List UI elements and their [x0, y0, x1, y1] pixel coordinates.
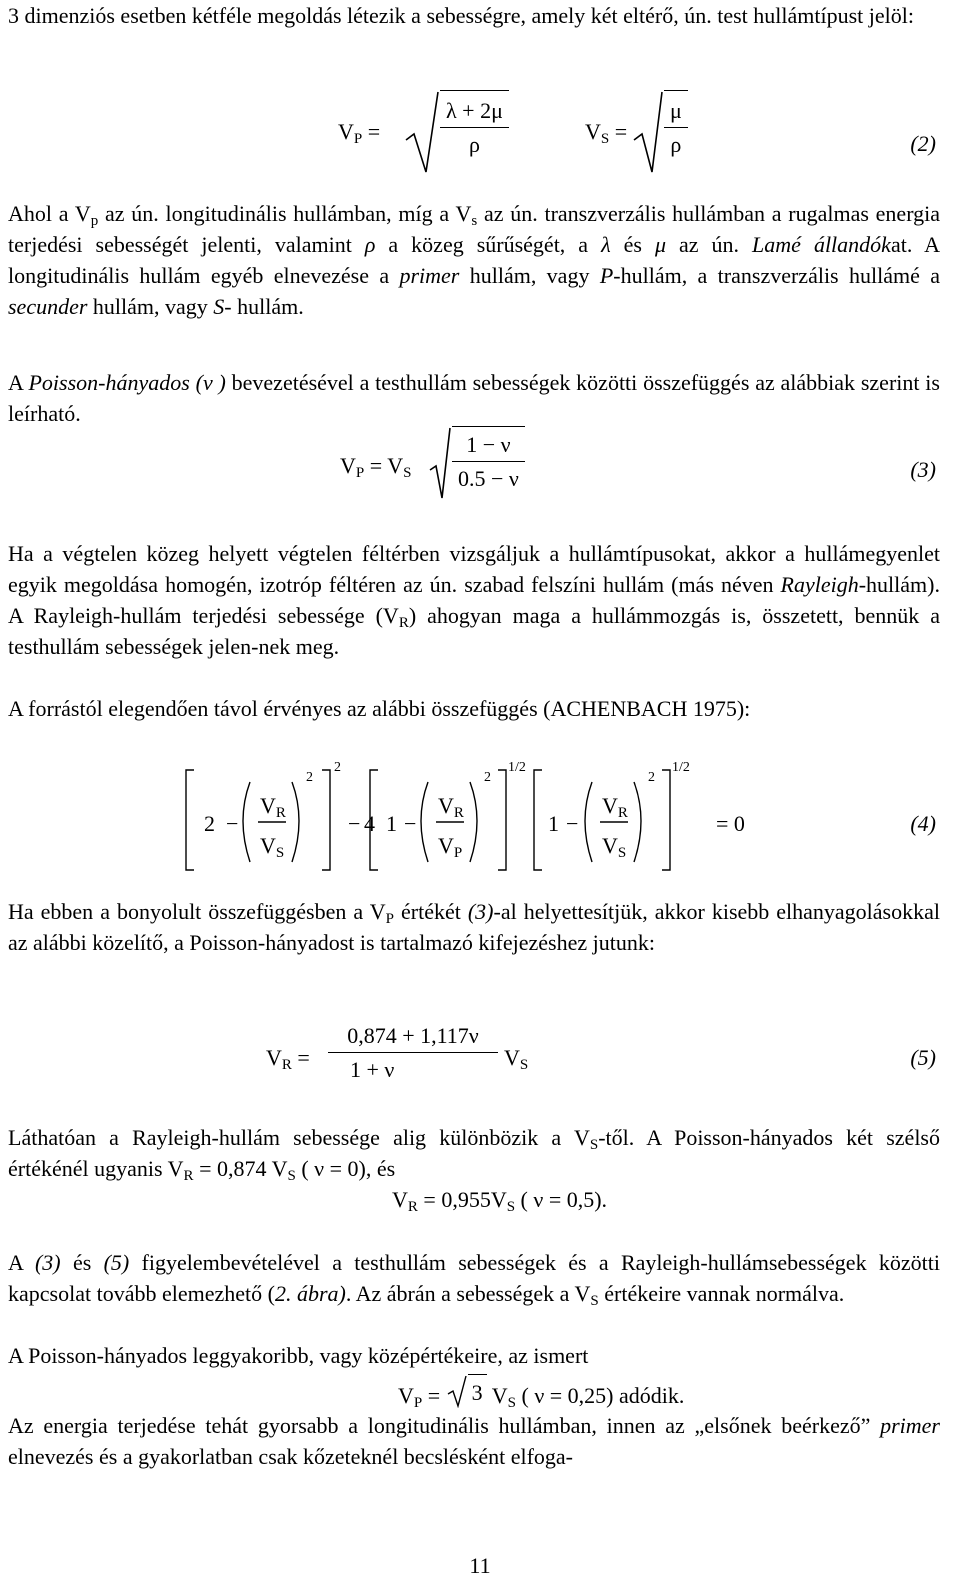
eq4-vr-1: $V_R$	[260, 793, 286, 821]
eq2-num-2: μ	[670, 98, 682, 123]
wave-types-paragraph: Ahol a $V_p$ az ún. longitudinális hullámban, míg a $V_s$ az ún. transzverzális hullámban a rugalmas energia terjedési sebességét jelenti, valamint ρ a közeg sűrűségét, a λ és μ az ún. Lamé állandókat. A longitudinális hullám egyéb elnevezése a primer hullám, vagy P-hullám, a transzverzális hullámé a secunder hullám, vagy S- hullám.	[8, 201, 940, 319]
rayleigh-paragraph: Ha a végtelen közeg helyett végtelen féltérben vizsgáljuk a hullámtípusokat, akkor a hullámegyenlet egyik megoldása homogén, izotróp féltéren az ún. szabad felszíni hullám (más néven Rayleigh-hullám). A Rayleigh-hullám terjedési sebessége $(V_R)$ ahogyan maga a hullámmozgás is, összetett, bennük a testhullám sebességek jelen-nek meg.	[8, 541, 940, 659]
eq4-number: (4)	[910, 811, 936, 836]
eq2-number: (2)	[910, 131, 936, 156]
substitution-paragraph: Ha ebben a bonyolult összefüggésben a $V_P$ értékét (3)-al helyettesítjük, akkor kisebb elhanyagolásokkal az alábbi közelítő, a Poisson-hányadost is tartalmazó kifejezéshez jutunk:	[8, 899, 940, 955]
eq3-equals: =	[369, 453, 383, 478]
mean-values-paragraph: A Poisson-hányados leggyakoribb, vagy középértékeire, az ismert	[8, 1343, 589, 1368]
eq5-fraction	[328, 1020, 498, 1085]
eq4-equals-zero: = 0	[716, 811, 745, 836]
sqrt3-value: 3	[468, 1374, 487, 1408]
eq4-minus-4: −	[566, 811, 579, 836]
eq4-exp-2: 2	[334, 760, 341, 775]
sqrt3-vs: $V_S$	[486, 1383, 516, 1411]
eq5-equals: =	[297, 1045, 310, 1070]
eq4-minus-1: −	[226, 811, 239, 836]
eq4-exp-3: 2	[484, 770, 491, 785]
eq2-den-2: ρ	[670, 132, 682, 157]
eq4-brackets	[182, 752, 882, 872]
sqrt3-equals: =	[422, 1383, 446, 1408]
eq4-two: 2	[204, 811, 215, 836]
sqrt3-radical	[446, 1374, 487, 1408]
sqrt3-line	[398, 1374, 684, 1410]
eq3-number: (3)	[910, 457, 936, 482]
eq2-equals: =	[367, 119, 381, 144]
eq2-vs: $V_S$	[585, 119, 610, 147]
eq3-den: 0.5 − ν	[458, 466, 519, 491]
eq5-num: 0,874 + 1,117ν	[347, 1023, 479, 1048]
normalization-paragraph: A (3) és (5) figyelembevételével a testhullám sebességek és a Rayleigh-hullámsebességek közötti kapcsolat tovább elemezhető (2. ábra). Az ábrán a sebességek a $V_S$ értékeire vannak normálva.	[8, 1250, 940, 1309]
eq4-minus-3: −	[404, 811, 417, 836]
eq4-exp-5: 2	[648, 770, 655, 785]
eq4-one-2: 1	[548, 811, 559, 836]
eq4-vs-2: $V_S$	[602, 833, 627, 861]
sqrt3-vp: $V_P$	[398, 1383, 423, 1411]
sqrt3-rest: ( ν = 0,25) adódik.	[516, 1383, 685, 1408]
energy-paragraph: Az energia terjedése tehát gyorsabb a longitudinális hullámban, innen az „elsőnek beérkező” primer elnevezés és a gyakorlatban csak kőzeteknél becslésként elfoga-	[8, 1413, 940, 1469]
eq5-vs: $V_S$	[504, 1045, 529, 1073]
eq5-den: 1 + ν	[350, 1057, 395, 1082]
eq3-vs: $V_S$	[387, 453, 412, 481]
eq2-den-1: ρ	[468, 132, 480, 157]
eq2-num-1: λ + 2μ	[446, 98, 503, 123]
eq4-exp-6: 1/2	[672, 760, 690, 775]
eq3-num: 1 − ν	[466, 432, 511, 457]
poisson-paragraph: A Poisson-hányados (ν ) bevezetésével a testhullám sebességek közötti összefüggés az alábbiak szerint is leírható.	[8, 370, 940, 426]
eq4-exp-4: 1/2	[508, 760, 526, 775]
eq4-minus-2: −	[348, 811, 361, 836]
eq2-equals-2: =	[614, 119, 628, 144]
eq2-vp: $V_P$	[338, 119, 363, 147]
approximation-paragraph: Láthatóan a Rayleigh-hullám sebessége alig különbözik a $V_S$-től. A Poisson-hányados két szélső értékénél ugyanis $V_R = 0,874$ $V_S$ ( ν = 0), és	[8, 1125, 940, 1184]
eq5-number: (5)	[910, 1045, 936, 1070]
eq4-vr-2: $V_R$	[438, 793, 464, 821]
eq4-one-1: 1	[386, 811, 397, 836]
eq4-vp: $V_P$	[438, 833, 463, 861]
eq4-vs-1: $V_S$	[260, 833, 285, 861]
page-number: 11	[469, 1553, 491, 1578]
achenbach-paragraph: A forrástól elegendően távol érvényes az alábbi összefüggés (ACHENBACH 1975):	[8, 696, 751, 721]
equation-5	[8, 1020, 940, 1100]
eq4-vr-3: $V_R$	[602, 793, 628, 821]
eq2-sqrt-1	[404, 90, 509, 174]
eq4-exp-1: 2	[306, 770, 313, 785]
eq4-four: 4	[364, 811, 375, 836]
equation-2	[8, 90, 940, 180]
equation-3	[8, 426, 940, 506]
eq3-vp: $V_P$	[340, 453, 365, 481]
equation-4	[8, 752, 940, 872]
intro-paragraph: 3 dimenziós esetben kétféle megoldás létezik a sebességre, amely két eltérő, ún. test hullámtípust jelöl:	[8, 3, 914, 28]
eq3-sqrt	[428, 426, 525, 500]
eq5-vr: $V_R$	[266, 1045, 292, 1073]
approximation-line-2: $V_R = 0,955V_S$ ( ν = 0,5).	[392, 1187, 608, 1215]
eq2-sqrt-2	[632, 90, 688, 174]
